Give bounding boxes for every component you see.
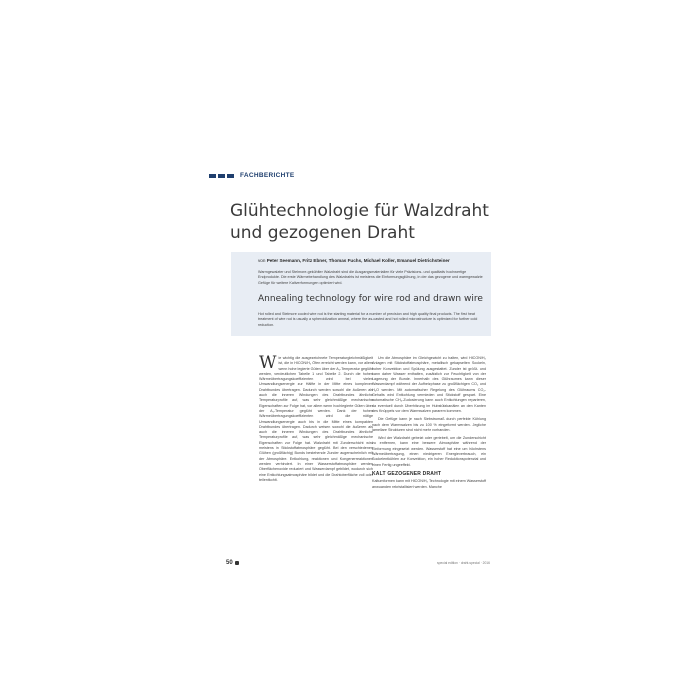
footer-source: special edition · draht-special · 2016 (437, 561, 490, 565)
byline (258, 258, 488, 263)
section-label: FACHBERICHTE (240, 172, 295, 179)
byline-prefix: von (258, 258, 267, 263)
byline-authors: Peter Seemann, Fritz Ebner, Thomas Fuchs, Michael Koller, Emanuel Dietrichsteiner (266, 258, 450, 263)
square-2 (218, 174, 225, 178)
page-number-text: 50 (226, 560, 233, 566)
title-line-2: und gezogenen Draht (230, 223, 415, 243)
abstract-english: Hot rolled and Stelmore cooled wire rod is the starting material for a number of precision and high quality final products. The first heat treatment of wire rod is usually a spheroidization anneal, where the as-casted and hot rolled microstructure is optimized for further cold reduction. (258, 312, 478, 327)
title-line-1: Glühtechnologie für Walzdraht (230, 201, 489, 221)
subheading: KALT GEZOGENER DRAHT (372, 470, 442, 477)
abstract-german: Warmgewalzter und Stelmore-gekühlter Walzdraht sind die Ausgangsmaterialien für viele Präzisions- und qualitativ hochwertige Endprodukte. Die erste Wärmebehandlung des Walzdrahts ist meistens die Einformungsglühung, in der das gezogene und warmgewalzte Gefüge für weitere Kaltverformungen optimiert wird. (258, 270, 483, 285)
page-number (226, 560, 239, 566)
dropcap: W (259, 353, 277, 373)
body-column-left (259, 353, 373, 486)
article-title (230, 200, 530, 244)
body-right-paragraph-4: Kaltumformen kann mit HICON/H₂ Technologie mit einem Wasserstoff anwuanden rekristallisiert werden. Manche (372, 479, 486, 489)
body-right-paragraph-3: Wird der Walzdraht gebeizt oder geriebelt, um die Zunderschicht zu entfernen, kann eine bessere Atmosphäre während der Einformung eingesetzt werden. Wasserstoff hat eine um höchstens Wärmeübertragung, einen niedrigeren Energieverbrauch, ein Sockelentkühlen zur Konvektion, ein hoher Reduktionspotenzial und einen Fertig ungeeffekt. (372, 436, 486, 467)
body-column-right (372, 356, 486, 493)
square-1 (209, 174, 216, 178)
square-3 (227, 174, 234, 178)
body-right-paragraph-1: Um die Atmosphäre im Gleichgewicht zu halten, wird HICON/H₂ Anlagen mit Stickstoffatmosphäre, metallisch gekapselten Sockeln, hoher Konvektion und Spülung ausgestattet. Zunder ist größt- und kann daher Wasser enthalten, zusätzlich zur Feuchtigkeit von der Lagerung der Bunde. Innerhalb des Glühraumes kann dieser Wasserdampf während der Aufheizphase zu großflächigen CO₂ und H₂O werden. Mit automatischer Regelung des Glühraums CO₂-Gehalts wird Entkohlung vermieden und Stickstoff gespart. Eine automatische CH₄-Zudosierung kann auch Entkohlungen reparieren, da eventuell durch Überhitzung im Hubstützkanälen an den Kanten des Knüppels vor dem Warmwalzen pararem kommen. (372, 356, 486, 413)
body-right-paragraph-2: Die Gefüge kann je nach Siebstrumaß durch perfekte Kühlung nach dem Warmwalzen bis zu 100 % eingeformt werden. Jegliche lamellare Strukturen sind nicht mehr vorhanden. (372, 417, 486, 432)
abstract-english-title: Annealing technology for wire rod and drawn wire (258, 294, 483, 304)
body-left-text: ie wichtig die ausgezeichnete Temperaturgleichmäßigkeit ist, die in HICON/H₂ Öfen erreicht werden kann, vor allem wenn hohe legierte Güten über der A₁-Temperatur geglüht werden, verdeutlichen Tabelle 1 und Tabelle 2. Durch die hohen Wärmeübertragungskoeffizienten wird bei vielen Umwandlungsenergie zur Hälfte in der Mitte eines komplexen Drahtbundes übertragen. Dadurch werden sowohl die äußeren als auch die inneren Windungen des Drahtbundes ähnliche Temperaturprofile auf, was sehr gleichmäßige mechanische Eigenschaften zur Folge hat, vor allem wenn hochlegierte Güten über der A₁-Temperatur geglüht werden. Dank der hohen Wärmeübertragungskoeffizienten wird die nötige Umwandlungsenergie auch bis in die Mitte eines kompakten Drahtbundes übertragen. Dadurch weisen sowohl die äußeren als auch die inneren Windungen des Drahtbundes ähnliche Temperaturprofile auf, was sehr gleichmäßige mechanische Eigenschaften zur Folge hat. Walzdraht mit Zunderschicht wird meistens in Stickstoffatmosphäre geglüht. Bei den verschiedenen Glühen (großflächig) Bunds bestehende Zunder augenscheinlich mit der Atmosphäre. Entkohlung, reaktionen und Kongenerreaktionen werden verhindert. In einer Wasserstoffatmosphäre werden Oberflächenoxide reduziert und Wasserdampf gebildet, wodurch sich eine Entkohlungsatmosphäre bildet und die Drahtoberfläche voll oder teilentkohlt. (259, 356, 373, 482)
section-squares (209, 174, 234, 178)
page-marker-icon (235, 561, 239, 565)
section-tag (209, 172, 295, 179)
